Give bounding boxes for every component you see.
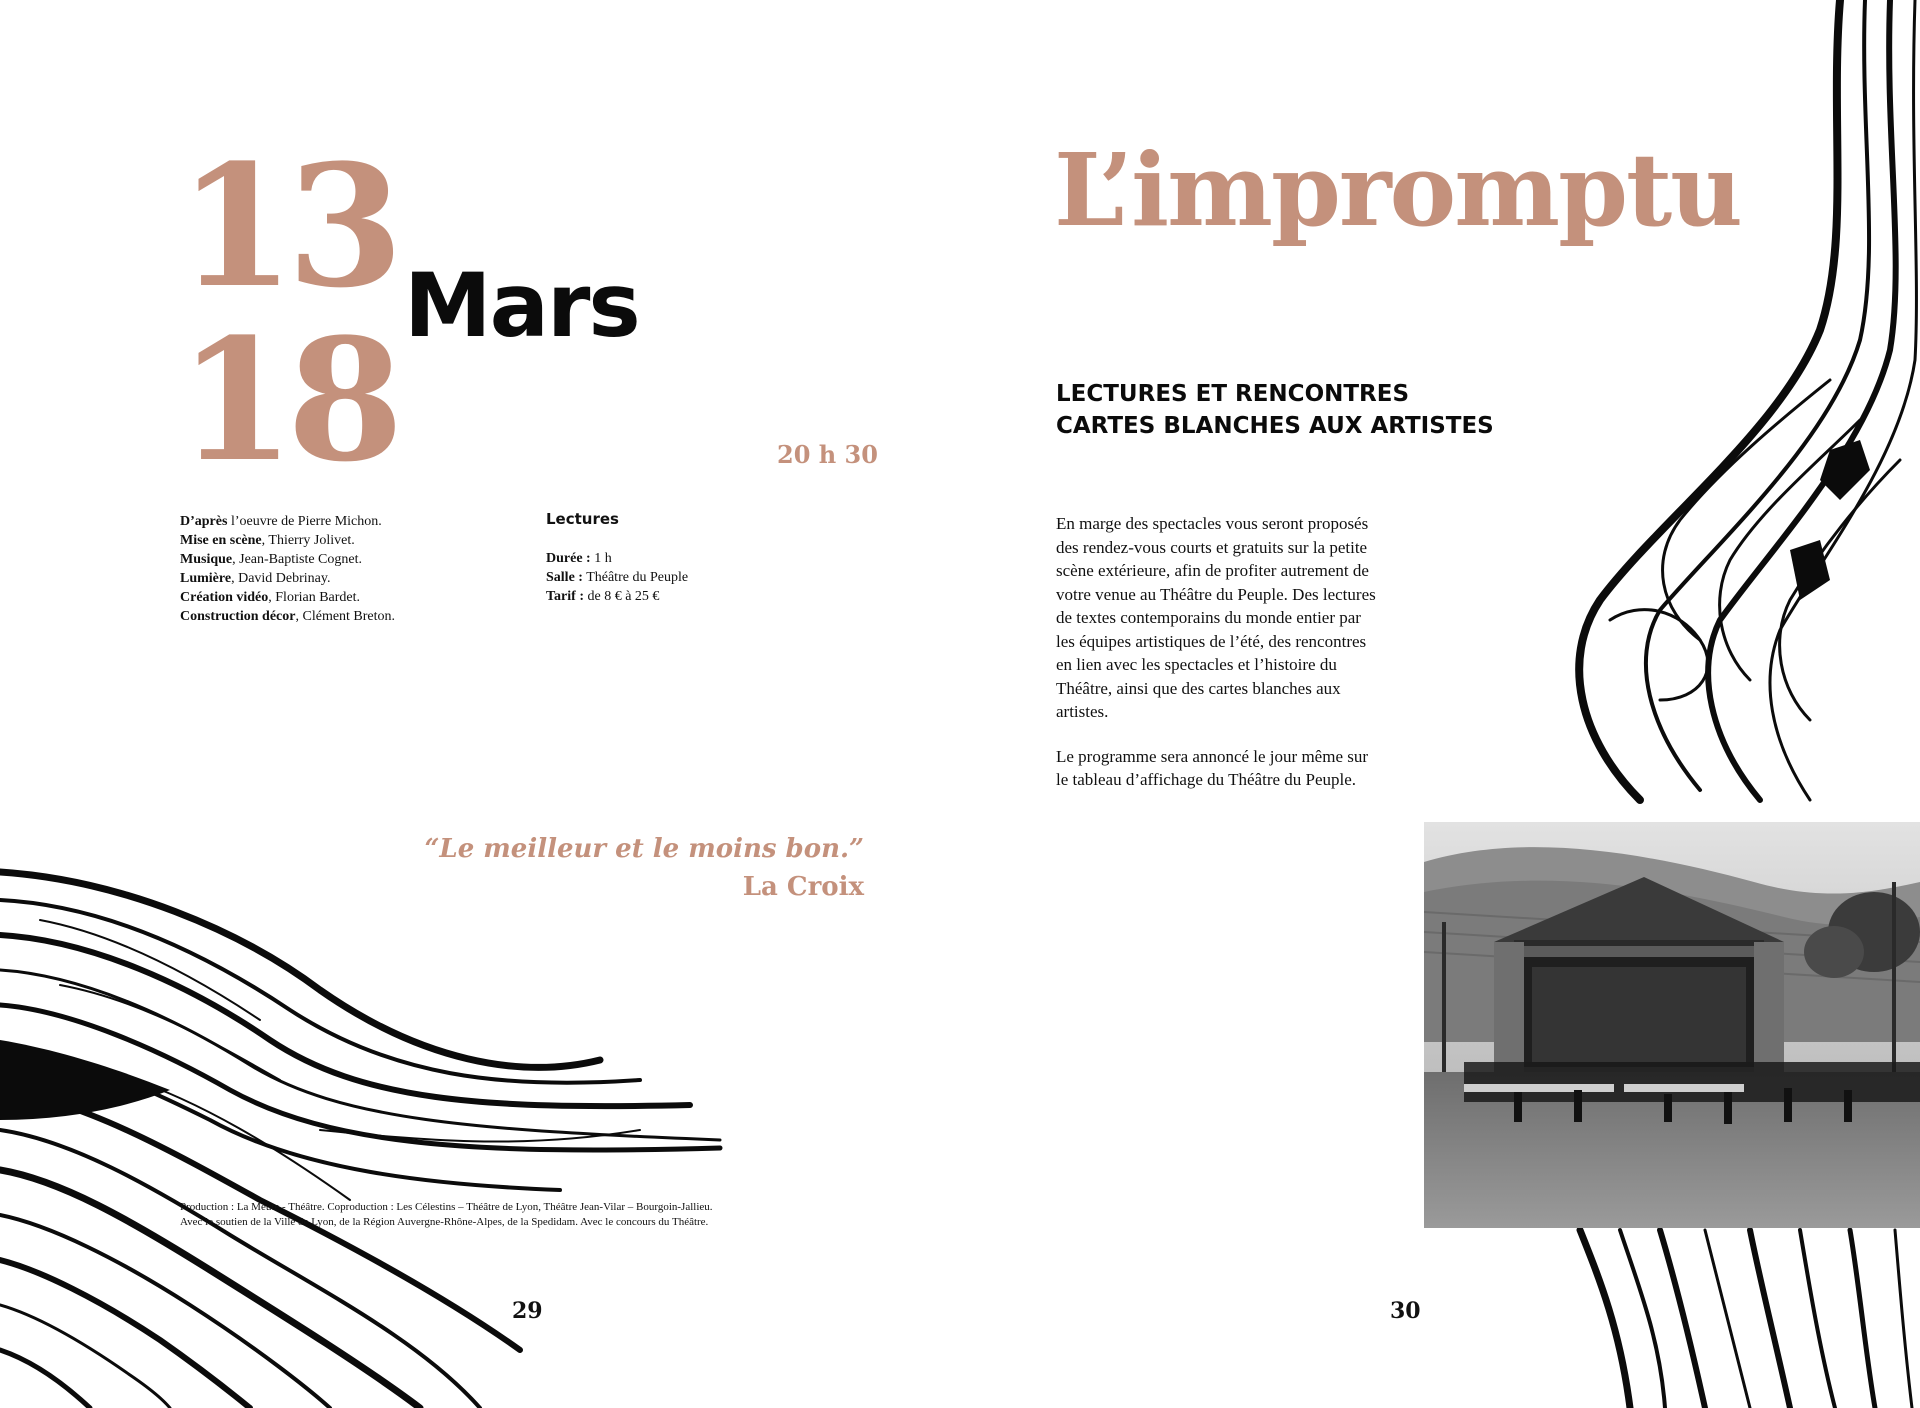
production-credits — [180, 1200, 880, 1230]
show-time: 20 h 30 — [777, 440, 878, 469]
credit-value: , Clément Breton. — [295, 609, 396, 624]
credit-row — [180, 512, 395, 531]
credit-value: , Jean-Baptiste Cognet. — [232, 552, 362, 567]
price-row — [546, 587, 688, 606]
page-title: L’impromptu — [1054, 131, 1741, 249]
credit-row — [180, 569, 395, 588]
credit-role: Création vidéo — [180, 590, 269, 605]
practical-info — [546, 510, 688, 606]
credit-role: Mise en scène — [180, 533, 262, 548]
credit-role: Musique — [180, 552, 233, 567]
credit-row — [180, 607, 395, 626]
venue-label: Salle : — [546, 570, 583, 585]
right-page — [960, 0, 1920, 1408]
credit-value: l’oeuvre de Pierre Michon. — [227, 514, 382, 529]
body-text — [1056, 512, 1378, 813]
paragraph-1: En marge des spectacles vous seront proposés des rendez-vous courts et gratuits sur la petite scène extérieure, afin de profiter autrement de votre venue au Théâtre du Peuple. Des lectures de textes contemporains du monde entier par les équipes artistiques de l’été, des rencontres en lien avec les spectacles et l’histoire du Théâtre, ainsi que des cartes blanches aux artistes. — [1056, 514, 1376, 721]
end-day: 18 — [178, 301, 396, 499]
page-number-left: 29 — [512, 1298, 543, 1324]
page-number-right: 30 — [1390, 1298, 1421, 1324]
price-label: Tarif : — [546, 589, 584, 604]
venue-value: Théâtre du Peuple — [582, 570, 689, 585]
venue-row — [546, 568, 688, 587]
production-line-1: Production : La Meute - Théâtre. Coproduction : Les Célestins – Théâtre de Lyon, Théâtre Jean-Vilar – Bourgoin-Jallieu. — [180, 1201, 713, 1213]
subtitle-line-2: CARTES BLANCHES AUX ARTISTES — [1056, 413, 1494, 439]
credit-role: Lumière — [180, 571, 232, 586]
quote-source: La Croix — [742, 872, 864, 902]
credit-value: , Thierry Jolivet. — [261, 533, 355, 548]
credits-list — [180, 512, 395, 626]
subtitle-line-1: LECTURES ET RENCONTRES — [1056, 381, 1410, 407]
duration-label: Durée : — [546, 551, 591, 566]
start-day: 13 — [178, 127, 396, 325]
credit-value: , Florian Bardet. — [268, 590, 361, 605]
press-quote — [424, 830, 864, 906]
credit-row — [180, 531, 395, 550]
credit-role: Construction décor — [180, 609, 296, 624]
month: Mars — [404, 254, 639, 357]
credit-value: , David Debrinay. — [231, 571, 331, 586]
theatre-photo — [1424, 822, 1920, 1228]
credit-role: D’après — [180, 514, 228, 529]
paragraph-2: Le programme sera annoncé le jour même sur le tableau d’affichage du Théâtre du Peuple. — [1056, 746, 1369, 789]
duration-value: 1 h — [590, 551, 612, 566]
theatre-photo-image — [1424, 822, 1920, 1228]
credit-row — [180, 588, 395, 607]
price-value: de 8 € à 25 € — [583, 589, 660, 604]
credit-row — [180, 550, 395, 569]
production-line-2: Avec le soutien de la Ville de Lyon, de la Région Auvergne-Rhône-Alpes, de la Spedidam. Avec le concours du Théâtre. — [180, 1216, 709, 1228]
quote-text: “Le meilleur et le moins bon.” — [424, 834, 864, 864]
duration-row — [546, 549, 688, 568]
info-category: Lectures — [546, 510, 619, 528]
subtitle — [1056, 378, 1494, 442]
